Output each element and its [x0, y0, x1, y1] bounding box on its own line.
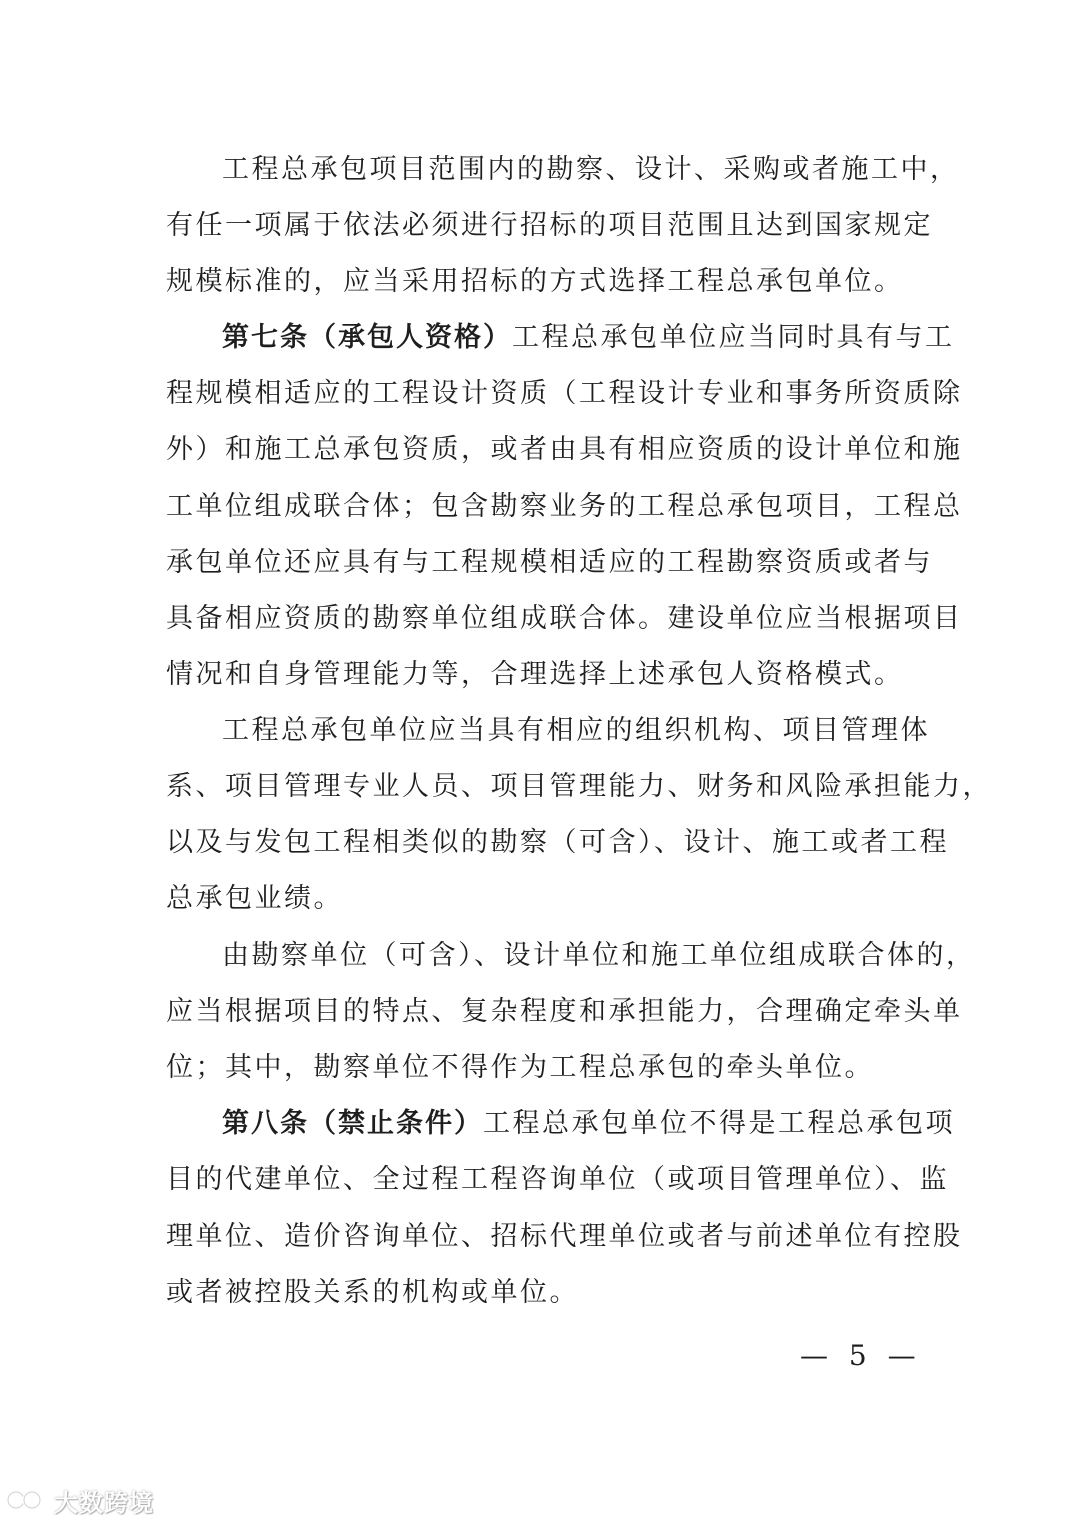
line-text: 情况和自身管理能力等，合理选择上述承包人资格模式。: [166, 659, 904, 690]
line-text: 总承包业绩。: [166, 883, 343, 914]
line-text: 规模标准的，应当采用招标的方式选择工程总承包单位。: [166, 266, 904, 297]
text-line: [166, 543, 933, 583]
text-line: [166, 430, 963, 470]
text-line: [166, 823, 949, 863]
line-text: 程规模相适应的工程设计资质（工程设计专业和事务所资质除: [166, 378, 963, 409]
article-heading: 第八条（禁止条件）: [222, 1108, 483, 1139]
line-text: 目的代建单位、全过程工程咨询单位（或项目管理单位）、监: [166, 1164, 949, 1195]
watermark-logo-icon: [6, 1485, 50, 1515]
text-line: [166, 767, 992, 807]
watermark-text: 大数跨境: [54, 1488, 154, 1517]
text-line: [166, 1160, 949, 1200]
text-line: [166, 206, 933, 246]
text-line: [166, 879, 916, 919]
text-line: [222, 711, 930, 751]
article-heading: 第七条（承包人资格）: [222, 322, 512, 353]
text-line: [222, 936, 976, 976]
line-text: 工程总承包单位应当同时具有与工: [512, 322, 955, 353]
text-line: [166, 262, 916, 302]
line-text: 外）和施工总承包资质，或者由具有相应资质的设计单位和施: [166, 434, 963, 465]
line-text: 具备相应资质的勘察单位组成联合体。建设单位应当根据项目: [166, 603, 963, 634]
text-line: [222, 150, 960, 190]
text-line: [166, 1048, 916, 1088]
text-line: [166, 599, 963, 639]
line-text: 承包单位还应具有与工程规模相适应的工程勘察资质或者与: [166, 547, 933, 578]
text-line: [166, 655, 916, 695]
line-text: 理单位、造价咨询单位、招标代理单位或者与前述单位有控股: [166, 1221, 963, 1252]
line-text: 工程总承包项目范围内的勘察、设计、采购或者施工中，: [222, 154, 960, 185]
text-line: [166, 1273, 916, 1313]
line-text: 工程总承包单位不得是工程总承包项: [483, 1108, 955, 1139]
line-text: 或者被控股关系的机构或单位。: [166, 1277, 579, 1308]
line-text: 应当根据项目的特点、复杂程度和承担能力，合理确定牵头单: [166, 996, 963, 1027]
line-text: 有任一项属于依法必须进行招标的项目范围且达到国家规定: [166, 210, 933, 241]
line-text: 位；其中，勘察单位不得作为工程总承包的牵头单位。: [166, 1052, 874, 1083]
text-line: [166, 374, 963, 414]
line-text: 以及与发包工程相类似的勘察（可含）、设计、施工或者工程: [166, 827, 949, 858]
text-line: [166, 992, 963, 1032]
watermark: [6, 1483, 154, 1517]
text-line: [222, 318, 955, 358]
line-text: 由勘察单位（可含）、设计单位和施工单位组成联合体的，: [222, 940, 976, 971]
page-number: — 5 —: [800, 1339, 922, 1372]
text-line: [222, 1104, 955, 1144]
line-text: 工程总承包单位应当具有相应的组织机构、项目管理体: [222, 715, 930, 746]
line-text: 工单位组成联合体；包含勘察业务的工程总承包项目，工程总: [166, 491, 963, 522]
line-text: 系、项目管理专业人员、项目管理能力、财务和风险承担能力，: [166, 771, 992, 802]
text-line: [166, 1217, 963, 1257]
text-line: [166, 487, 963, 527]
